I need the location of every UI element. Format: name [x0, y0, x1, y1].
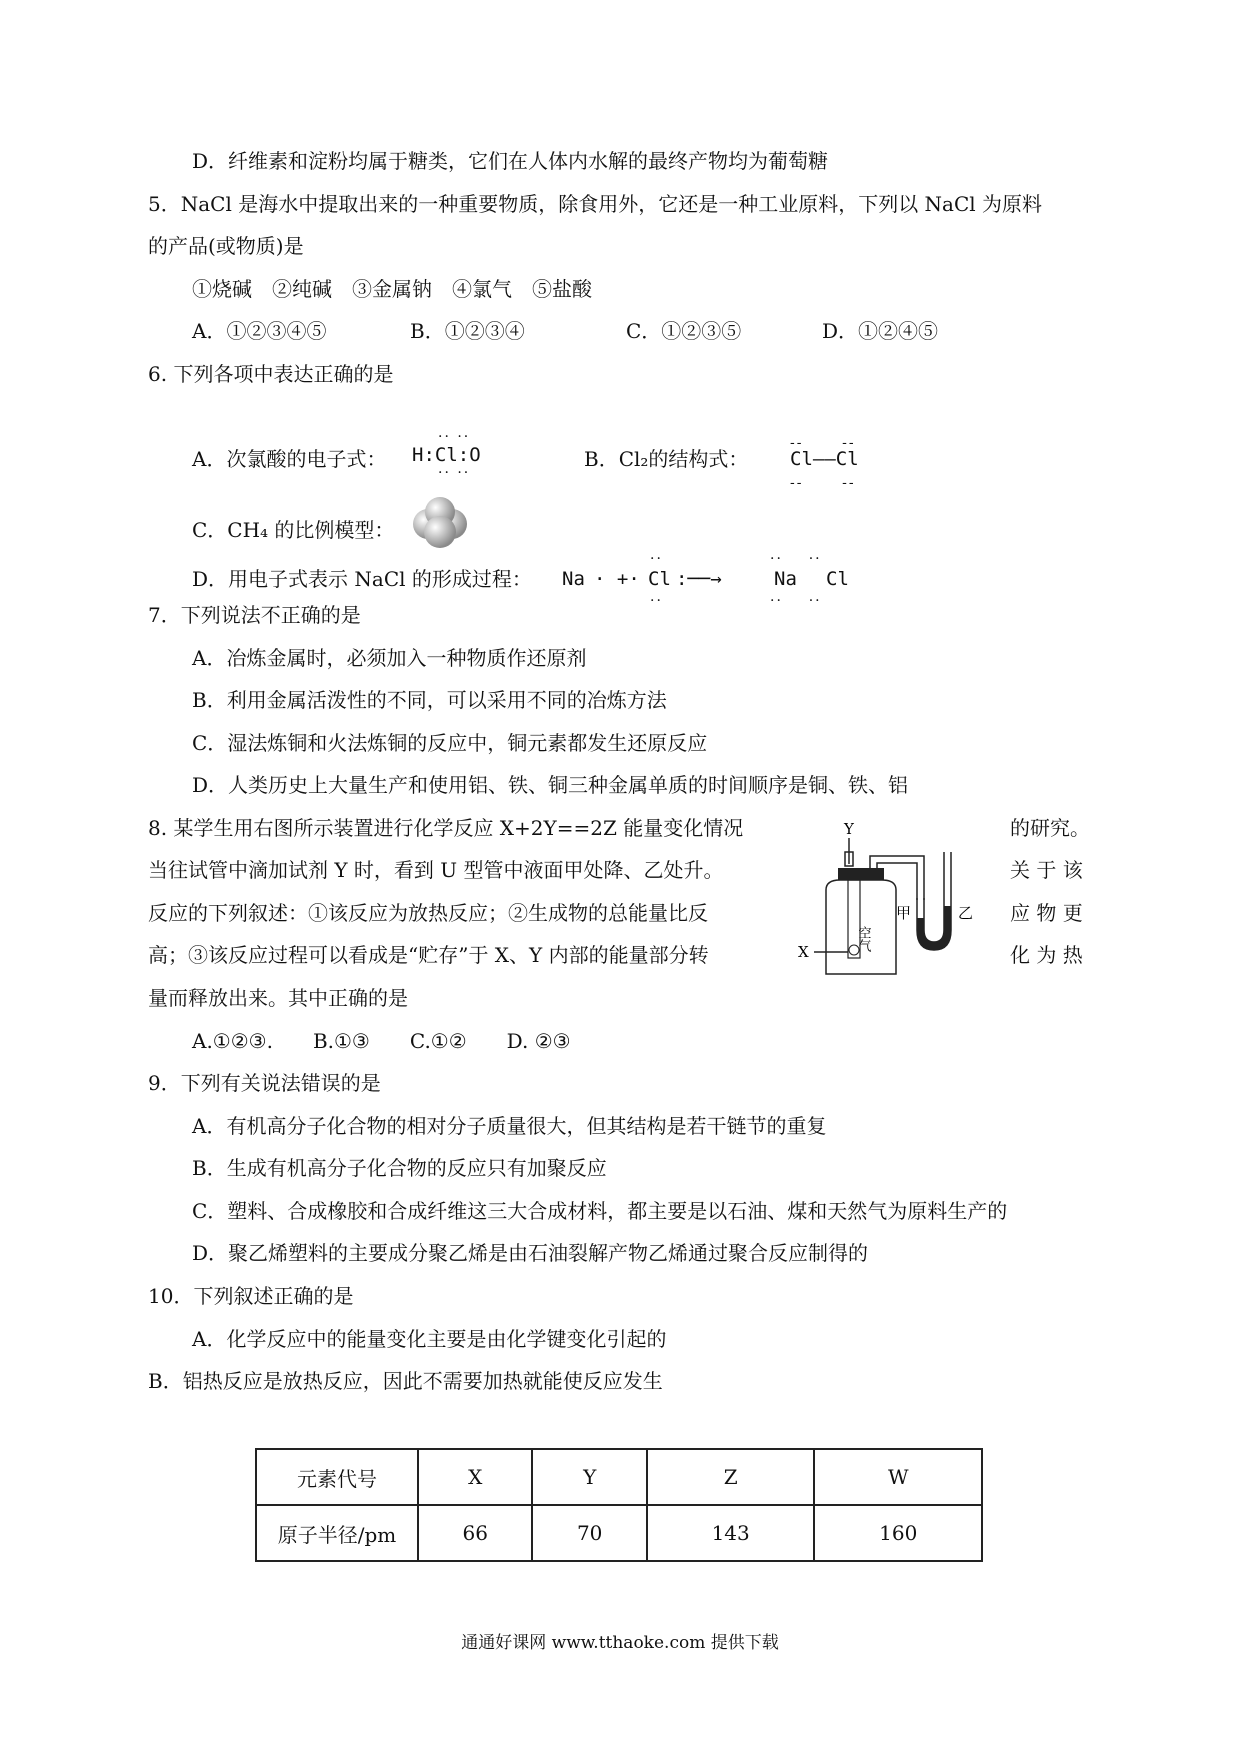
lone-pair-dots: ·· [650, 551, 663, 567]
q8-line3a: 反应的下列叙述：①该反应为放热反应；②生成物的总能量比反 [148, 901, 708, 925]
q6-option-d-na: Na [562, 568, 585, 590]
lone-pair-dots: ·· ·· [438, 429, 471, 445]
table-cell: Z [647, 1449, 815, 1505]
q9-option-b: B．生成有机高分子化合物的反应只有加聚反应 [192, 1156, 607, 1180]
table-cell: 元素代号 [256, 1449, 418, 1505]
q5-option-d: D．①②④⑤ [822, 319, 939, 343]
q8-line2a: 当往试管中滴加试剂 Y 时，看到 U 型管中液面甲处降、乙处升。 [148, 858, 724, 882]
q9-option-c: C．塑料、合成橡胶和合成纤维这三大合成材料，都主要是以石油、煤和天然气为原料生产的 [192, 1199, 1008, 1223]
q8-line1b: 的研究。 [1010, 816, 1090, 840]
q6-stem: 6. 下列各项中表达正确的是 [148, 362, 394, 386]
fig-label-yi: 乙 [958, 904, 974, 922]
q9-option-a: A．有机高分子化合物的相对分子质量很大，但其结构是若干链节的重复 [192, 1114, 827, 1138]
q5-option-c: C．①②③⑤ [626, 319, 742, 343]
q5-items: ①烧碱 ②纯碱 ③金属钠 ④氯气 ⑤盐酸 [192, 277, 592, 301]
q10-option-b: B．铝热反应是放热反应，因此不需要加热就能使反应发生 [148, 1369, 663, 1393]
atomic-radius-table [255, 1448, 983, 1562]
q8-line3b: 应 物 更 [1010, 901, 1083, 925]
table-cell: 70 [532, 1505, 646, 1561]
q6-option-b-formula: Cl——Cl [790, 448, 859, 470]
q6-option-d-cl: Cl [648, 568, 671, 590]
ch4-space-filling-model-image [408, 494, 472, 550]
fig-label-air: 空气 [855, 926, 871, 952]
q7-option-d: D．人类历史上大量生产和使用铝、铁、铜三种金属单质的时间顺序是铜、铁、铝 [192, 773, 909, 797]
q9-stem: 9．下列有关说法错误的是 [148, 1071, 381, 1095]
table-cell: X [418, 1449, 532, 1505]
page-footer: 通通好课网 www.tthaoke.com 提供下载 [461, 1633, 779, 1653]
q8-line5: 量而释放出来。其中正确的是 [148, 986, 408, 1010]
q9-option-d: D．聚乙烯塑料的主要成分聚乙烯是由石油裂解产物乙烯通过聚合反应制得的 [192, 1241, 869, 1265]
plus-sign: · +· [594, 568, 640, 590]
fig-label-y: Y [844, 820, 854, 838]
q6-option-d-product-cl: Cl [826, 568, 849, 590]
q8-line4b: 化 为 热 [1010, 943, 1083, 967]
q7-option-c: C．湿法炼铜和火法炼铜的反应中，铜元素都发生还原反应 [192, 731, 708, 755]
q8-options: A.①②③. B.①③ C.①② D. ②③ [192, 1029, 571, 1053]
q4-option-d: D．纤维素和淀粉均属于糖类，它们在人体内水解的最终产物均为葡萄糖 [192, 149, 829, 173]
table-cell: 143 [647, 1505, 815, 1561]
q6-option-d-product-na: Na [774, 568, 797, 590]
table-row [256, 1505, 982, 1561]
table-cell: W [814, 1449, 982, 1505]
q6-option-d: D．用电子式表示 NaCl 的形成过程： [192, 567, 532, 591]
lone-pair-dots: ·· [650, 593, 663, 609]
table-cell: 原子半径/pm [256, 1505, 418, 1561]
q6-option-a-formula: H:Cl:O [412, 444, 481, 466]
fig-label-jia: 甲 [896, 904, 912, 922]
q8-line2b: 关 于 该 [1010, 858, 1083, 882]
arrow-icon: :──→ [676, 568, 722, 590]
q6-option-c: C．CH₄ 的比例模型： [192, 518, 395, 542]
lone-pair-dots: ·· ·· [770, 593, 822, 609]
lone-pair-dots: ·· ·· [438, 465, 471, 481]
q6-option-a: A．次氯酸的电子式： [192, 447, 387, 471]
q7-option-b: B．利用金属活泼性的不同，可以采用不同的冶炼方法 [192, 688, 667, 712]
q5-option-a: A．①②③④⑤ [192, 319, 327, 343]
table-cell: 160 [814, 1505, 982, 1561]
q7-stem: 7．下列说法不正确的是 [148, 603, 361, 627]
q10-option-a: A．化学反应中的能量变化主要是由化学键变化引起的 [192, 1327, 667, 1351]
q5-option-b: B．①②③④ [410, 319, 525, 343]
q8-apparatus-figure [796, 818, 996, 978]
table-header-row [256, 1449, 982, 1505]
fig-label-x: X [798, 943, 809, 961]
q7-option-a: A．冶炼金属时，必须加入一种物质作还原剂 [192, 646, 587, 670]
q8-line1a: 8. 某学生用右图所示装置进行化学反应 X+2Y==2Z 能量变化情况 [148, 816, 744, 840]
lone-pair-dots: -- -- [790, 475, 856, 491]
lone-pair-dots: -- -- [790, 435, 856, 451]
q5-stem-line1: 5．NaCl 是海水中提取出来的一种重要物质，除食用外，它还是一种工业原料，下列以 NaCl 为原料 [148, 192, 1043, 216]
q5-stem-line2: 的产品(或物质)是 [148, 234, 304, 258]
q10-stem: 10．下列叙述正确的是 [148, 1284, 354, 1308]
q8-line4a: 高；③该反应过程可以看成是“贮存”于 X、Y 内部的能量部分转 [148, 943, 709, 967]
table-cell: Y [532, 1449, 646, 1505]
table-cell: 66 [418, 1505, 532, 1561]
q6-option-b: B．Cl₂的结构式： [584, 447, 749, 471]
lone-pair-dots: ·· ·· [770, 551, 822, 567]
